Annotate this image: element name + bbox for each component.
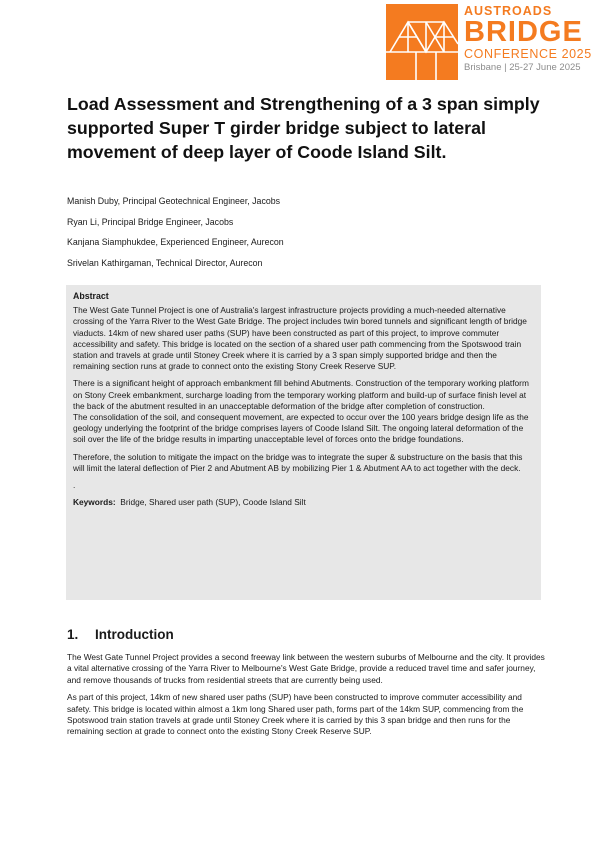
logo-austroads: AUSTROADS xyxy=(464,4,553,18)
abstract-paragraph-4: Therefore, the solution to mitigate the impact on the bridge was to integrate the super & substructure on the basis that this will limit the lateral deflection of Pier 2 and Abutment AB by mobilizing Pier 1 & Abutment AA to act together with the deck. xyxy=(73,451,523,473)
intro-paragraph-1: The West Gate Tunnel Project provides a second freeway link between the western suburbs of Melbourne and the city. It provides a vital alternative crossing of the Yarra River to Melbourne's West Gate Bridge, provide a reduced travel time and safer journey, and remove thousands of trucks from residential streets that are currently being used. xyxy=(67,652,545,685)
bridge-logo-icon xyxy=(386,4,458,80)
abstract-stray-dot: . xyxy=(73,480,76,491)
keywords-label: Keywords: xyxy=(73,497,116,508)
section-number: 1. xyxy=(67,627,79,642)
author-3: Kanjana Siamphukdee, Experienced Engineer, Aurecon xyxy=(67,237,284,247)
introduction-body xyxy=(67,652,545,744)
logo-conference: CONFERENCE 2025 xyxy=(464,47,592,61)
abstract-heading: Abstract xyxy=(73,291,109,301)
author-4: Srivelan Kathirgaman, Technical Director, Aurecon xyxy=(67,257,263,268)
keywords-line xyxy=(73,497,534,508)
paper-title: Load Assessment and Strengthening of a 3 span simply supported Super T girder bridge subject to lateral movement of deep layer of Coode Island Silt. xyxy=(67,94,540,162)
logo-date-location: Brisbane | 25-27 June 2025 xyxy=(464,62,581,73)
logo-bridge: BRIDGE xyxy=(464,16,583,48)
abstract-box xyxy=(66,285,541,600)
section-title: Introduction xyxy=(95,627,174,642)
author-list xyxy=(67,191,547,273)
author-1: Manish Duby, Principal Geotechnical Engineer, Jacobs xyxy=(67,196,281,206)
abstract-paragraph-1: The West Gate Tunnel Project is one of Australia's largest infrastructure projects providing a much-needed alternative crossing of the Yarra River to the West Gate Bridge. The project includes twin bored tunnels and significant length of bridge viaducts. 14km of new shared user paths (SUP) have been constructed as part of this project, to improve commuter accessibility and safety. This bridge is located on the section of a shared user path commencing from the Spotswood train station and travels at grade until Stoney Creek where it is carried by a 3 span simply supported bridge and then the remaining section runs at grade to connect onto the existing Stony Creek Reserve SUP. xyxy=(73,305,527,372)
abstract-paragraph-3: The consolidation of the soil, and consequent movement, are expected to occur over the 100 years bridge design life as the geology underlying the footprint of the bridge comprises layers of Coode Island Silt. The ongoing lateral deformation of the soil over the life of the bridge results in imparting unacceptable level of forces onto the bridge foundations. xyxy=(73,412,529,445)
intro-paragraph-2: As part of this project, 14km of new shared user paths (SUP) have been constructed to improve commuter accessibility and safety. This bridge is located within almost a 1km long Shared user path, forms part of the 14km SUP, commencing from the Spotswood train station travels at grade until Stoney Creek where it is carried by this 3 span bridge and then runs for the remaining section at grade to connect onto the existing Stony Creek Reserve SUP. xyxy=(67,692,524,737)
logo-wordmark xyxy=(464,4,598,74)
introduction-heading xyxy=(67,627,174,642)
abstract-paragraph-2: There is a significant height of approach embankment fill behind Abutments. Construction of the temporary working platform on Stony Creek embankment, surcharge loading from the temporary working platform and build-up of surface finish level at the back of the abutment resulted in an unacceptable deformation of the bridge after completion of construction. xyxy=(73,378,529,411)
keywords-text: Bridge, Shared user path (SUP), Coode Island Silt xyxy=(120,497,306,508)
conference-logo xyxy=(386,4,598,82)
author-2: Ryan Li, Principal Bridge Engineer, Jacobs xyxy=(67,216,234,227)
